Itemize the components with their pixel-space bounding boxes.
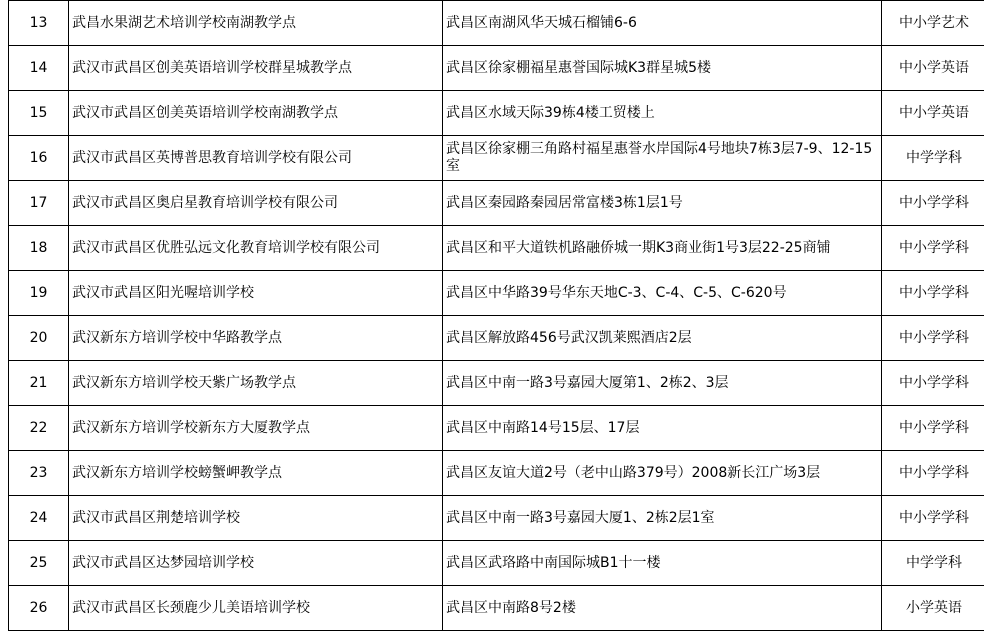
table-row: [9, 136, 984, 181]
school-name-cell: 武汉新东方培训学校新东方大厦教学点: [69, 406, 443, 451]
address-cell: 武昌区解放路456号武汉凯莱熙酒店2层: [443, 316, 882, 361]
row-number-cell: 22: [9, 406, 69, 451]
table-row: [9, 181, 984, 226]
table-row: [9, 361, 984, 406]
row-number-cell: 23: [9, 451, 69, 496]
category-cell: 中小学学科: [882, 226, 984, 271]
table-row: [9, 1, 984, 46]
table-row: [9, 406, 984, 451]
row-number-cell: 13: [9, 1, 69, 46]
row-number-cell: 21: [9, 361, 69, 406]
category-cell: 中小学英语: [882, 91, 984, 136]
school-name-cell: 武汉市武昌区长颈鹿少儿美语培训学校: [69, 586, 443, 631]
school-name-cell: 武汉市武昌区英博普思教育培训学校有限公司: [69, 136, 443, 181]
row-number-cell: 14: [9, 46, 69, 91]
school-name-cell: 武汉市武昌区奥启星教育培训学校有限公司: [69, 181, 443, 226]
table-row: [9, 91, 984, 136]
category-cell: 中小学学科: [882, 361, 984, 406]
row-number-cell: 20: [9, 316, 69, 361]
table-row: [9, 586, 984, 631]
row-number-cell: 16: [9, 136, 69, 181]
row-number-cell: 19: [9, 271, 69, 316]
school-list-table: [8, 0, 984, 631]
category-cell: 中小学学科: [882, 181, 984, 226]
address-cell: 武昌区和平大道铁机路融侨城一期K3商业街1号3层22-25商铺: [443, 226, 882, 271]
school-name-cell: 武汉新东方培训学校螃蟹岬教学点: [69, 451, 443, 496]
address-cell: 武昌区友谊大道2号（老中山路379号）2008新长江广场3层: [443, 451, 882, 496]
table-row: [9, 271, 984, 316]
row-number-cell: 15: [9, 91, 69, 136]
category-cell: 中小学学科: [882, 316, 984, 361]
row-number-cell: 26: [9, 586, 69, 631]
school-name-cell: 武汉市武昌区优胜弘远文化教育培训学校有限公司: [69, 226, 443, 271]
school-name-cell: 武昌水果湖艺术培训学校南湖教学点: [69, 1, 443, 46]
school-list-body: [9, 1, 984, 631]
school-name-cell: 武汉市武昌区荆楚培训学校: [69, 496, 443, 541]
school-name-cell: 武汉市武昌区创美英语培训学校群星城教学点: [69, 46, 443, 91]
category-cell: 中小学学科: [882, 271, 984, 316]
category-cell: 中小学艺术: [882, 1, 984, 46]
row-number-cell: 18: [9, 226, 69, 271]
table-row: [9, 541, 984, 586]
school-name-cell: 武汉新东方培训学校中华路教学点: [69, 316, 443, 361]
category-cell: 小学英语: [882, 586, 984, 631]
address-cell: 武昌区南湖风华天城石榴铺6-6: [443, 1, 882, 46]
table-row: [9, 226, 984, 271]
table-row: [9, 316, 984, 361]
row-number-cell: 25: [9, 541, 69, 586]
address-cell: 武昌区中南一路3号嘉园大厦1、2栋2层1室: [443, 496, 882, 541]
row-number-cell: 17: [9, 181, 69, 226]
address-cell: 武昌区中南路14号15层、17层: [443, 406, 882, 451]
school-name-cell: 武汉新东方培训学校天紫广场教学点: [69, 361, 443, 406]
row-number-cell: 24: [9, 496, 69, 541]
address-cell: 武昌区徐家棚三角路村福星惠誉水岸国际4号地块7栋3层7-9、12-15室: [443, 136, 882, 181]
table-row: [9, 496, 984, 541]
address-cell: 武昌区水域天际39栋4楼工贸楼上: [443, 91, 882, 136]
address-cell: 武昌区武珞路中南国际城B1十一楼: [443, 541, 882, 586]
address-cell: 武昌区秦园路秦园居常富楼3栋1层1号: [443, 181, 882, 226]
category-cell: 中小学学科: [882, 451, 984, 496]
school-name-cell: 武汉市武昌区创美英语培训学校南湖教学点: [69, 91, 443, 136]
category-cell: 中小学学科: [882, 406, 984, 451]
school-name-cell: 武汉市武昌区阳光喔培训学校: [69, 271, 443, 316]
address-cell: 武昌区中华路39号华东天地C-3、C-4、C-5、C-620号: [443, 271, 882, 316]
category-cell: 中学学科: [882, 136, 984, 181]
table-row: [9, 46, 984, 91]
address-cell: 武昌区徐家棚福星惠誉国际城K3群星城5楼: [443, 46, 882, 91]
table-row: [9, 451, 984, 496]
address-cell: 武昌区中南路8号2楼: [443, 586, 882, 631]
category-cell: 中学学科: [882, 541, 984, 586]
address-cell: 武昌区中南一路3号嘉园大厦第1、2栋2、3层: [443, 361, 882, 406]
category-cell: 中小学学科: [882, 496, 984, 541]
school-name-cell: 武汉市武昌区达梦园培训学校: [69, 541, 443, 586]
category-cell: 中小学英语: [882, 46, 984, 91]
